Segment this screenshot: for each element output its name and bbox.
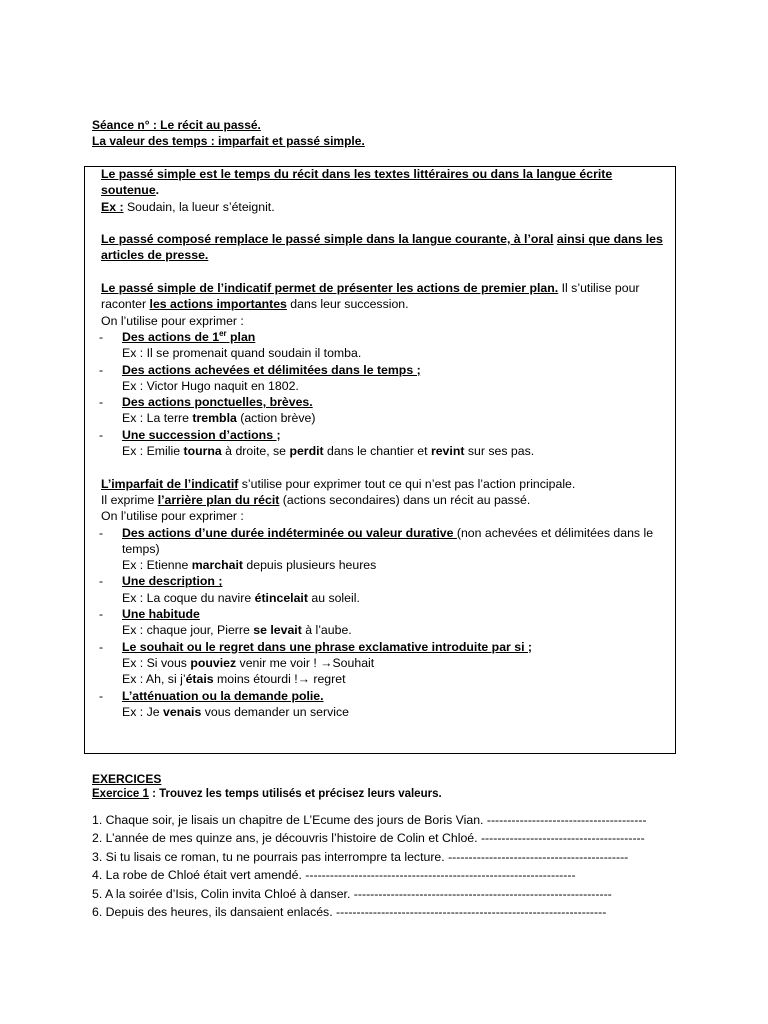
exercise-1-questions <box>92 811 692 921</box>
ps-value-label: Des actions de 1er plan <box>122 328 256 344</box>
ps-value-label: Des actions achevées et délimitées dans le temps ; <box>122 362 421 377</box>
question-3: 3. Si tu lisais ce roman, tu ne pourrais pas interrompre ta lecture. -------------------------------------------- <box>92 849 629 864</box>
list-dash: - <box>99 427 104 442</box>
question-5: 5. A la soirée d’Isis, Colin invita Chloé à danser. --------------------------------------------------------------- <box>92 886 612 901</box>
ps-example: Ex : Emilie tourna à droite, se perdit dans le chantier et revint sur ses pas. <box>122 444 535 459</box>
ps-value-item <box>99 394 671 410</box>
pc-paragraph: Le passé composé remplace le passé simple dans la langue courante, à l’oral ainsi que dans les articles de presse. <box>101 232 663 263</box>
imp-value-item <box>99 573 671 589</box>
list-dash: - <box>99 329 104 344</box>
list-dash: - <box>99 395 104 410</box>
exercises-title: EXERCICES <box>92 772 162 786</box>
imp-value-label: Une habitude <box>122 607 200 622</box>
list-dash: - <box>99 639 104 654</box>
ps-value-item <box>99 362 671 378</box>
ps-value-item <box>99 329 671 345</box>
session-title: Séance n° : Le récit au passé. <box>92 118 261 132</box>
imp-section-use: On l’utilise pour exprimer : <box>101 509 244 524</box>
imp-example: Ex : La coque du navire étincelait au soleil. <box>122 590 360 605</box>
ps-example: Ex : Victor Hugo naquit en 1802. <box>122 378 299 393</box>
list-dash: - <box>99 362 104 377</box>
ps-intro-example: Ex : Soudain, la lueur s’éteignit. <box>101 199 275 214</box>
imp-example: Ex : Je venais vous demander un service <box>122 704 349 719</box>
list-dash: - <box>99 525 104 540</box>
list-dash: - <box>99 574 104 589</box>
question-2: 2. L’année de mes quinze ans, je découvris l’histoire de Colin et Chloé. ---------------------------------------- <box>92 831 645 846</box>
imp-value-label: Le souhait ou le regret dans une phrase exclamative introduite par si ; <box>122 639 533 654</box>
question-6: 6. Depuis des heures, ils dansaient enlacés. ------------------------------------------------------------------ <box>92 905 607 920</box>
imp-example: Ex : chaque jour, Pierre se levait à l’aube. <box>122 623 352 638</box>
ps-section-lead: Le passé simple de l’indicatif permet de présenter les actions de premier plan. Il s’utilise pour raconter les actions importantes dans leur succession. <box>101 281 640 312</box>
imp-value-item <box>99 606 671 622</box>
list-dash: - <box>99 688 104 703</box>
imp-value-label: Une description ; <box>122 574 223 589</box>
ps-value-label: Une succession d’actions ; <box>122 427 281 442</box>
lesson-content <box>101 166 671 720</box>
ps-value-item <box>99 427 671 443</box>
lesson-subtitle: La valeur des temps : imparfait et passé simple. <box>92 134 365 148</box>
imp-value-list <box>101 525 671 721</box>
ps-value-list <box>101 329 671 459</box>
exercises-section <box>92 772 692 921</box>
imp-value-label: L’atténuation ou la demande polie. <box>122 688 324 703</box>
ps-example: Ex : Il se promenait quand soudain il tomba. <box>122 346 362 361</box>
imp-section-line2: Il exprime l’arrière plan du récit (actions secondaires) dans un récit au passé. <box>101 492 531 507</box>
ps-section-use: On l’utilise pour exprimer : <box>101 313 244 328</box>
imp-example: Ex : Si vous pouviez venir me voir ! →Souhait <box>122 655 375 670</box>
ps-value-label: Des actions ponctuelles, brèves. <box>122 395 313 410</box>
page-header <box>92 117 365 149</box>
list-dash: - <box>99 607 104 622</box>
imp-example: Ex : Ah, si j’étais moins étourdi !→ regret <box>122 672 346 687</box>
imp-value-label: Des actions d’une durée indéterminée ou valeur durative <box>122 525 457 540</box>
imp-value-note: (non achevées et délimitées dans le temps) <box>122 525 654 556</box>
question-4: 4. La robe de Chloé était vert amendé. ------------------------------------------------------------------ <box>92 868 576 883</box>
ps-example: Ex : La terre trembla (action brève) <box>122 411 316 426</box>
imp-section-lead: L’imparfait de l’indicatif s’utilise pour exprimer tout ce qui n’est pas l’action principale. <box>101 476 576 491</box>
question-1: 1. Chaque soir, je lisais un chapitre de L’Ecume des jours de Boris Vian. --------------------------------------- <box>92 813 647 827</box>
ps-intro: Le passé simple est le temps du récit dans les textes littéraires ou dans la langue écrite soutenue. <box>101 167 613 198</box>
imp-example: Ex : Etienne marchait depuis plusieurs heures <box>122 558 377 573</box>
imp-value-item <box>99 525 671 558</box>
imp-value-item <box>99 639 671 655</box>
imp-value-item <box>99 688 671 704</box>
exercise-1-instruction: Exercice 1 : Trouvez les temps utilisés et précisez leurs valeurs. <box>92 788 442 800</box>
